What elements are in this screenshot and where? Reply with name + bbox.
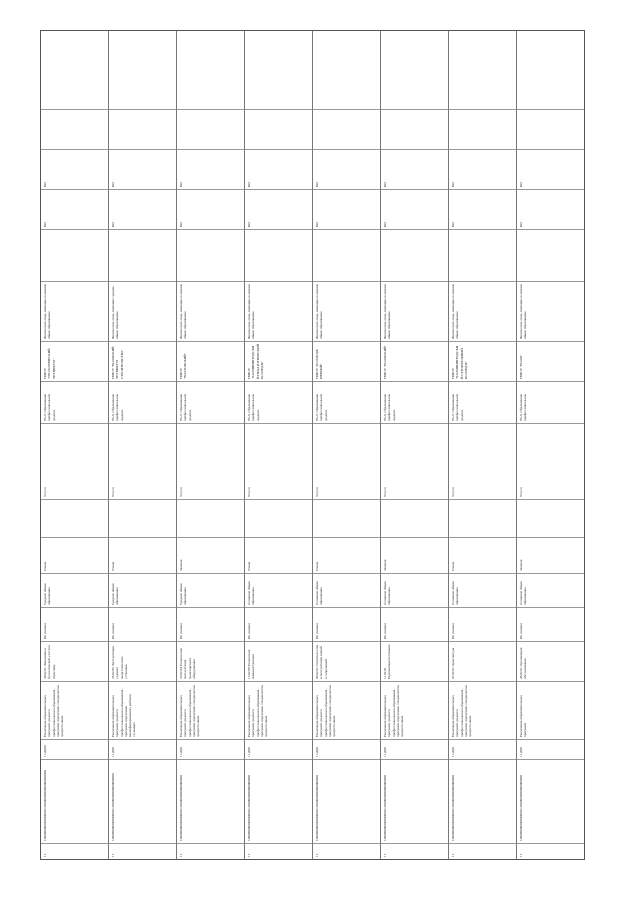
cell-a: Нет	[245, 189, 312, 229]
cell-type: Услуга	[109, 423, 176, 499]
cell-org: ГБПОУ "КАЛИНИНГРАДСКИЙ ПЕДАГОГИЧЕСКИЙ КОЛЛЕДЖ"	[245, 341, 312, 381]
cell-empty	[381, 229, 448, 281]
cell-code: 11.Д00	[313, 739, 380, 759]
cell-consumers: Физические лица, имеющие основное общее образование	[517, 281, 584, 341]
cell-number: 1000000000000000001120000000000000000000	[109, 759, 176, 843]
cell-code: 11.Д00	[449, 739, 516, 759]
cell-consumers: Физические лица, имеющие основное общее образование	[313, 281, 380, 341]
cell-n: 11.	[245, 843, 312, 859]
cell-empty	[517, 499, 584, 537]
cell-empty	[517, 31, 584, 109]
cell-number: 100000000000000000112000000000000000000	[245, 759, 312, 843]
cell-empty	[177, 229, 244, 281]
cell-program: Реализация образовательных программ среднего профессионального образования - программ подготовки специалистов среднего звена	[245, 681, 312, 739]
cell-code: 11.Д00	[517, 739, 584, 759]
cell-empty	[41, 229, 108, 281]
cell-empty	[109, 109, 176, 149]
cell-level: Основное общее образование	[313, 573, 380, 607]
cell-level: Среднее общее образование	[41, 573, 108, 607]
cell-form: Не указано	[313, 607, 380, 641]
cell-empty	[109, 229, 176, 281]
cell-consumers: Физические лица, имеющие основное общее образование	[449, 281, 516, 341]
cell-spec: 11.02.01 Радиоаппаратостроение	[381, 641, 448, 681]
rotated-page	[40, 30, 585, 860]
cell-org: ГБПОУ "ГЕОЛОГИЧЕСКИЙ ТЕХНИКУМ"	[41, 341, 108, 381]
cell-spec: 08.02.01 Строительство и эксплуатация зданий и сооружений	[313, 641, 380, 681]
cell-empty	[313, 499, 380, 537]
cell-n: 11.	[449, 843, 516, 859]
cell-n: 11.	[381, 843, 448, 859]
cell-level: Основное общее образование	[245, 573, 312, 607]
cell-number: 100000000000000000112000000000000000000	[177, 759, 244, 843]
cell-study: Очная	[449, 537, 516, 573]
cell-b: Нет	[177, 149, 244, 189]
cell-consumers: Физические лица, имеющие основное общее образование	[381, 281, 448, 341]
cell-level: Основное общее образование	[517, 573, 584, 607]
cell-program: Реализация образовательных программ	[517, 681, 584, 739]
table-row	[313, 31, 381, 859]
cell-level: Основное общее образование	[449, 573, 516, 607]
cell-type: Услуга	[517, 423, 584, 499]
cell-n: 11.	[41, 843, 108, 859]
table-row	[109, 31, 177, 859]
cell-number: 100000000000000000112000000000000000000	[313, 759, 380, 843]
cell-form: Не указано	[245, 607, 312, 641]
cell-b: Нет	[245, 149, 312, 189]
cell-org: ГБПОУ "ВОЛЖСКИЙ"	[381, 341, 448, 381]
cell-okved: 85.21 Образование профессиональное среднее	[177, 381, 244, 423]
cell-org: ГБПОУ "КОЛЛЕДЖ ПЕРВЫЙ"	[313, 341, 380, 381]
cell-empty	[449, 31, 516, 109]
cell-number: 100000000000000000112000000000000000000	[517, 759, 584, 843]
cell-org: ГБПОУ "ВОЛЖСКИЙ ТЕХНИКУМ СТРОИТЕЛЬСТВА"	[109, 341, 176, 381]
cell-a: Нет	[177, 189, 244, 229]
cell-b: Нет	[381, 149, 448, 189]
cell-code: 11.Д00	[109, 739, 176, 759]
cell-okved: 85.21 Образование профессиональное среднее	[313, 381, 380, 423]
cell-okved: 85.21 Образование профессиональное среднее	[245, 381, 312, 423]
cell-n: 11.	[517, 843, 584, 859]
cell-form: Не указано	[177, 607, 244, 641]
cell-a: Нет	[449, 189, 516, 229]
cell-form: Не указано	[41, 607, 108, 641]
table-row	[41, 31, 109, 859]
cell-org: ГБПОУ "ВОЛЖ"	[517, 341, 584, 381]
cell-okved: 85.21 Образование профессиональное среднее	[109, 381, 176, 423]
table-row	[449, 31, 517, 859]
cell-a: Нет	[41, 189, 108, 229]
cell-spec: 15.02.08 Технология машиностроения	[245, 641, 312, 681]
services-table	[40, 30, 585, 860]
cell-program: Реализация образовательных программ среднего профессионального образования - программ подготовки специалистов среднего звена	[449, 681, 516, 739]
cell-spec: 38.02.01 Экономика и бухгалтерский учет (по отраслям)	[41, 641, 108, 681]
cell-empty	[381, 109, 448, 149]
cell-number: 100000000000000000112000000000000000000000	[41, 759, 108, 843]
cell-program: Реализация образовательных программ среднего профессионального образования - программ подготовки специалистов среднего звена	[313, 681, 380, 739]
cell-b: Нет	[517, 149, 584, 189]
cell-study: Очная	[313, 537, 380, 573]
cell-a: Нет	[313, 189, 380, 229]
cell-program: Реализация образовательных программ среднего профессионального образования - программ подготовки специалистов среднего звена	[41, 681, 108, 739]
cell-study: Заочная	[177, 537, 244, 573]
cell-okved: 85.21 Образование профессиональное среднее	[41, 381, 108, 423]
cell-type: Услуга	[449, 423, 516, 499]
cell-a: Нет	[517, 189, 584, 229]
cell-study: Заочная	[381, 537, 448, 573]
cell-empty	[109, 31, 176, 109]
cell-program: Реализация образовательных программ среднего профессионального образования - программ подготовки специалистов среднего звена	[381, 681, 448, 739]
cell-okved: 85.21 Образование профессиональное среднее	[381, 381, 448, 423]
cell-code: 11.Д00	[245, 739, 312, 759]
cell-b: Нет	[313, 149, 380, 189]
cell-type: Услуга	[245, 423, 312, 499]
cell-empty	[449, 229, 516, 281]
cell-study: Очная	[109, 537, 176, 573]
cell-n: 11.	[313, 843, 380, 859]
cell-form: Не указано	[449, 607, 516, 641]
cell-code: 11.Д000	[41, 739, 108, 759]
cell-consumers: Физические лица, имеющие основное общее образование	[177, 281, 244, 341]
cell-study: Очная	[41, 537, 108, 573]
cell-type: Услуга	[41, 423, 108, 499]
cell-n: 11.	[109, 843, 176, 859]
cell-study: Очная	[245, 537, 312, 573]
table-row	[381, 31, 449, 859]
cell-empty	[381, 499, 448, 537]
cell-consumers: Физические лица, имеющие основное общее образование	[245, 281, 312, 341]
cell-empty	[177, 109, 244, 149]
cell-type: Услуга	[381, 423, 448, 499]
cell-empty	[245, 229, 312, 281]
cell-empty	[245, 31, 312, 109]
cell-empty	[109, 499, 176, 537]
cell-empty	[517, 229, 584, 281]
cell-consumers: Физические лица, имеющие среднее общее образование	[109, 281, 176, 341]
cell-type: Услуга	[177, 423, 244, 499]
cell-empty	[41, 109, 108, 149]
cell-empty	[245, 499, 312, 537]
cell-org: ГБПОУ "ВОЛХОВСКИЙ"	[177, 341, 244, 381]
table-row	[177, 31, 245, 859]
cell-empty	[41, 499, 108, 537]
cell-okved: 85.21 Образование профессиональное	[517, 381, 584, 423]
cell-a: Нет	[381, 189, 448, 229]
cell-empty	[245, 109, 312, 149]
cell-number: 100000000000000000112000000000000000000	[449, 759, 516, 843]
cell-spec: 07.02.01 Архитектура	[449, 641, 516, 681]
cell-okved: 85.21 Образование профессиональное среднее	[449, 381, 516, 423]
cell-empty	[449, 109, 516, 149]
cell-level: Среднее общее образование	[177, 573, 244, 607]
cell-code: 11.Д00	[177, 739, 244, 759]
cell-empty	[177, 31, 244, 109]
cell-number: 100000000000000000112000000000000000000	[381, 759, 448, 843]
cell-a: Нет	[109, 189, 176, 229]
cell-b: Нет	[449, 149, 516, 189]
cell-study: Заочная	[517, 537, 584, 573]
cell-empty	[177, 499, 244, 537]
cell-level: Среднее общее образование	[109, 573, 176, 607]
cell-spec: 26.02.05 Эксплуатация судовых энергетических установок	[109, 641, 176, 681]
cell-empty	[313, 229, 380, 281]
cell-empty	[41, 31, 108, 109]
cell-spec: 43.02.01 Организация обслуживания	[517, 641, 584, 681]
cell-empty	[313, 31, 380, 109]
cell-program: Реализация образовательных программ среднего профессионального образования - программ подготовки специалистов среднего звена	[177, 681, 244, 739]
cell-form: Не указано	[109, 607, 176, 641]
cell-empty	[313, 109, 380, 149]
cell-org: ГБПОУ "КАЛИНИНГРАДСКИЙ СТРОИТЕЛЬНЫЙ КОЛЛЕДЖ"	[449, 341, 516, 381]
cell-empty	[449, 499, 516, 537]
cell-b: Нет	[109, 149, 176, 189]
cell-form: Не указано	[381, 607, 448, 641]
cell-b: Нет	[41, 149, 108, 189]
cell-empty	[517, 109, 584, 149]
cell-program: Реализация образовательных программ среднего профессионального образования - программ подготовки квалифицированных рабочих, служащих	[109, 681, 176, 739]
cell-form: Не указано	[517, 607, 584, 641]
cell-consumers: Физические лица, имеющие основное общее образование	[41, 281, 108, 341]
cell-type: Услуга	[313, 423, 380, 499]
table-row	[245, 31, 313, 859]
table-row	[517, 31, 584, 859]
cell-code: 11.Д00	[381, 739, 448, 759]
cell-spec: 23.02.04 Техническая эксплуатация транспортного оборудования	[177, 641, 244, 681]
cell-n: 11.	[177, 843, 244, 859]
cell-empty	[381, 31, 448, 109]
cell-level: Основное общее образование	[381, 573, 448, 607]
